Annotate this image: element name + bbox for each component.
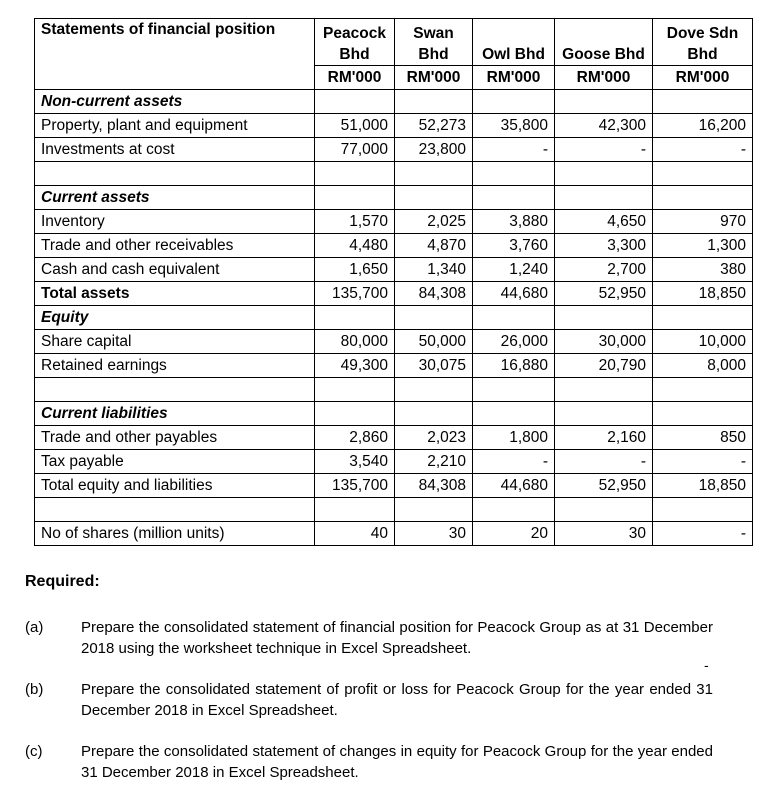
cell-value: -	[653, 522, 753, 546]
cell-value	[555, 90, 653, 114]
row-label: Cash and cash equivalent	[35, 258, 315, 282]
cell-value: 3,880	[473, 210, 555, 234]
cell-value: 3,760	[473, 234, 555, 258]
cell-value: 4,480	[315, 234, 395, 258]
cell-value	[395, 306, 473, 330]
cell-value: 35,800	[473, 114, 555, 138]
cell-value: 18,850	[653, 474, 753, 498]
cell-value	[555, 498, 653, 522]
cell-value: 1,340	[395, 258, 473, 282]
cell-value: 10,000	[653, 330, 753, 354]
column-name: Swan Bhd	[395, 19, 473, 66]
cell-value: 850	[653, 426, 753, 450]
row-label: Trade and other receivables	[35, 234, 315, 258]
cell-value: 49,300	[315, 354, 395, 378]
cell-value: 135,700	[315, 282, 395, 306]
item-letter: (a)	[25, 619, 44, 636]
row-label: Property, plant and equipment	[35, 114, 315, 138]
cell-value: 2,210	[395, 450, 473, 474]
table-row	[35, 450, 753, 474]
cell-value	[555, 378, 653, 402]
cell-value: 4,870	[395, 234, 473, 258]
table-row	[35, 474, 753, 498]
cell-value	[473, 498, 555, 522]
cell-value: 20,790	[555, 354, 653, 378]
row-label: Current assets	[35, 186, 315, 210]
item-letter: (b)	[25, 681, 44, 698]
cell-value: 30	[395, 522, 473, 546]
cell-value: 380	[653, 258, 753, 282]
cell-value	[315, 186, 395, 210]
cell-value: 1,300	[653, 234, 753, 258]
column-unit: RM'000	[315, 66, 395, 90]
table-row	[35, 378, 753, 402]
cell-value: 2,025	[395, 210, 473, 234]
row-label: Non-current assets	[35, 90, 315, 114]
cell-value	[653, 402, 753, 426]
table-row	[35, 90, 753, 114]
row-label: Current liabilities	[35, 402, 315, 426]
row-label: Trade and other payables	[35, 426, 315, 450]
cell-value: 2,700	[555, 258, 653, 282]
cell-value	[473, 306, 555, 330]
cell-value: 80,000	[315, 330, 395, 354]
row-label	[35, 162, 315, 186]
cell-value	[653, 378, 753, 402]
cell-value: 26,000	[473, 330, 555, 354]
table-row	[35, 282, 753, 306]
cell-value	[555, 186, 653, 210]
column-unit: RM'000	[653, 66, 753, 90]
table-row	[35, 306, 753, 330]
cell-value	[395, 162, 473, 186]
table-row	[35, 234, 753, 258]
row-label: Equity	[35, 306, 315, 330]
table-row	[35, 426, 753, 450]
cell-value: 30	[555, 522, 653, 546]
table-row	[35, 114, 753, 138]
cell-value: 50,000	[395, 330, 473, 354]
cell-value: 23,800	[395, 138, 473, 162]
financial-position-table	[34, 18, 753, 546]
table-row	[35, 138, 753, 162]
cell-value	[315, 90, 395, 114]
row-label: Share capital	[35, 330, 315, 354]
table-row	[35, 330, 753, 354]
cell-value	[653, 162, 753, 186]
column-name: Peacock Bhd	[315, 19, 395, 66]
row-label: No of shares (million units)	[35, 522, 315, 546]
cell-value: -	[473, 138, 555, 162]
table-row	[35, 162, 753, 186]
cell-value: 2,023	[395, 426, 473, 450]
item-text: Prepare the consolidated statement of financial position for Peacock Group as at 31 December 2018 using the worksheet technique in Excel Spreadsheet.	[81, 619, 713, 657]
cell-value	[395, 498, 473, 522]
cell-value	[395, 402, 473, 426]
table-row	[35, 402, 753, 426]
table-row	[35, 210, 753, 234]
cell-value: 77,000	[315, 138, 395, 162]
cell-value: 20	[473, 522, 555, 546]
cell-value: 3,300	[555, 234, 653, 258]
cell-value: 1,800	[473, 426, 555, 450]
row-label	[35, 378, 315, 402]
cell-value: 1,240	[473, 258, 555, 282]
cell-value: 16,200	[653, 114, 753, 138]
cell-value	[555, 162, 653, 186]
cell-value: 52,950	[555, 282, 653, 306]
cell-value	[555, 402, 653, 426]
table-row	[35, 498, 753, 522]
item-text: Prepare the consolidated statement of changes in equity for Peacock Group for the year ended 31 December 2018 in Excel Spreadsheet.	[81, 743, 713, 781]
cell-value: 1,570	[315, 210, 395, 234]
cell-value: 51,000	[315, 114, 395, 138]
cell-value	[555, 306, 653, 330]
cell-value: 30,000	[555, 330, 653, 354]
cell-value: 135,700	[315, 474, 395, 498]
cell-value	[315, 306, 395, 330]
cell-value: 4,650	[555, 210, 653, 234]
cell-value: 1,650	[315, 258, 395, 282]
cell-value	[315, 378, 395, 402]
column-name: Goose Bhd	[555, 19, 653, 66]
row-label	[35, 498, 315, 522]
cell-value	[395, 378, 473, 402]
row-label: Total equity and liabilities	[35, 474, 315, 498]
row-label: Tax payable	[35, 450, 315, 474]
cell-value: -	[473, 450, 555, 474]
cell-value: 2,860	[315, 426, 395, 450]
cell-value	[473, 90, 555, 114]
cell-value: 84,308	[395, 474, 473, 498]
cell-value: 44,680	[473, 474, 555, 498]
cell-value: 44,680	[473, 282, 555, 306]
cell-value: 52,273	[395, 114, 473, 138]
column-unit: RM'000	[555, 66, 653, 90]
row-label: Investments at cost	[35, 138, 315, 162]
required-heading: Required:	[25, 573, 100, 590]
row-label: Inventory	[35, 210, 315, 234]
cell-value: 3,540	[315, 450, 395, 474]
table-row	[35, 522, 753, 546]
cell-value	[473, 402, 555, 426]
cell-value	[315, 498, 395, 522]
header-row	[35, 19, 753, 66]
cell-value	[315, 402, 395, 426]
cell-value	[473, 378, 555, 402]
cell-value	[653, 498, 753, 522]
cell-value	[473, 162, 555, 186]
column-unit: RM'000	[473, 66, 555, 90]
row-label: Total assets	[35, 282, 315, 306]
item-letter: (c)	[25, 743, 43, 760]
cell-value	[653, 90, 753, 114]
header-label: Statements of financial position	[35, 19, 315, 90]
cell-value	[473, 186, 555, 210]
cell-value	[315, 162, 395, 186]
cell-value	[653, 306, 753, 330]
cell-value: 52,950	[555, 474, 653, 498]
cell-value: 8,000	[653, 354, 753, 378]
cell-value: -	[653, 138, 753, 162]
column-name: Dove Sdn Bhd	[653, 19, 753, 66]
cell-value: 970	[653, 210, 753, 234]
cell-value: 16,880	[473, 354, 555, 378]
cell-value: 18,850	[653, 282, 753, 306]
cell-value: 30,075	[395, 354, 473, 378]
table-row	[35, 186, 753, 210]
cell-value	[395, 90, 473, 114]
column-name: Owl Bhd	[473, 19, 555, 66]
cell-value: 84,308	[395, 282, 473, 306]
table-row	[35, 258, 753, 282]
column-unit: RM'000	[395, 66, 473, 90]
cell-value	[653, 186, 753, 210]
table-row	[35, 354, 753, 378]
cell-value: 2,160	[555, 426, 653, 450]
item-text: Prepare the consolidated statement of profit or loss for Peacock Group for the year ended 31 December 2018 in Excel Spreadsheet.	[81, 681, 713, 719]
cell-value: 40	[315, 522, 395, 546]
cell-value: -	[653, 450, 753, 474]
cell-value: -	[555, 450, 653, 474]
cell-value	[395, 186, 473, 210]
cell-value: 42,300	[555, 114, 653, 138]
cell-value: -	[555, 138, 653, 162]
row-label: Retained earnings	[35, 354, 315, 378]
stray-dash: -	[704, 657, 709, 673]
